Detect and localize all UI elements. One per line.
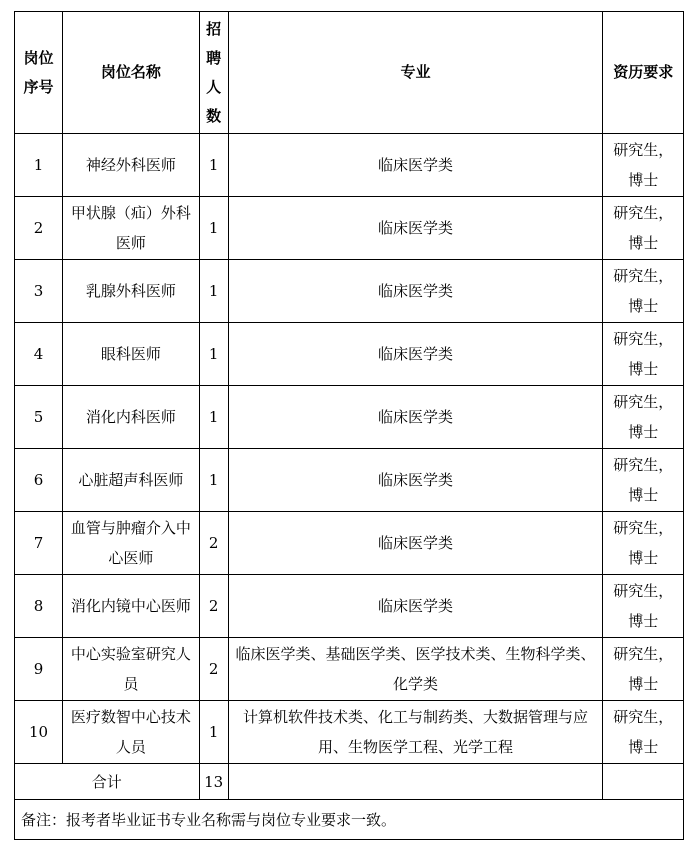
row-education: 研究生，博士: [603, 323, 684, 386]
row-hiring-count: 2: [199, 512, 228, 575]
row-major: 临床医学类: [228, 449, 603, 512]
row-major: 临床医学类: [228, 512, 603, 575]
row-position-name: 心脏超声科医师: [63, 449, 199, 512]
row-hiring-count: 1: [199, 323, 228, 386]
table-row: [15, 512, 684, 575]
table-row: [15, 701, 684, 764]
row-hiring-count: 1: [199, 701, 228, 764]
table-header-row: [15, 12, 684, 134]
row-education: 研究生，博士: [603, 512, 684, 575]
row-no: 10: [15, 701, 63, 764]
row-no: 2: [15, 197, 63, 260]
row-major: 计算机软件技术类、化工与制药类、大数据管理与应用、生物医学工程、光学工程: [228, 701, 603, 764]
row-position-name: 神经外科医师: [63, 134, 199, 197]
row-position-name: 消化内科医师: [63, 386, 199, 449]
header-position-name: 岗位名称: [63, 12, 199, 134]
total-label: 合计: [15, 764, 200, 800]
row-education: 研究生，博士: [603, 386, 684, 449]
row-major: 临床医学类: [228, 260, 603, 323]
row-position-name: 消化内镜中心医师: [63, 575, 199, 638]
row-major: 临床医学类、基础医学类、医学技术类、生物科学类、化学类: [228, 638, 603, 701]
row-no: 7: [15, 512, 63, 575]
row-major: 临床医学类: [228, 323, 603, 386]
row-position-name: 医疗数智中心技术人员: [63, 701, 199, 764]
table-row: [15, 260, 684, 323]
row-no: 1: [15, 134, 63, 197]
row-hiring-count: 2: [199, 575, 228, 638]
row-position-name: 血管与肿瘤介入中心医师: [63, 512, 199, 575]
row-hiring-count: 1: [199, 449, 228, 512]
row-hiring-count: 1: [199, 260, 228, 323]
table-note-row: [15, 800, 684, 840]
row-no: 6: [15, 449, 63, 512]
row-no: 9: [15, 638, 63, 701]
table-row: [15, 638, 684, 701]
table-row: [15, 386, 684, 449]
row-position-name: 乳腺外科医师: [63, 260, 199, 323]
table-row: [15, 575, 684, 638]
header-major: 专业: [228, 12, 603, 134]
row-education: 研究生，博士: [603, 134, 684, 197]
table-row: [15, 449, 684, 512]
table-body: [15, 134, 684, 764]
row-major: 临床医学类: [228, 197, 603, 260]
row-education: 研究生，博士: [603, 575, 684, 638]
total-education-empty: [603, 764, 684, 800]
row-education: 研究生，博士: [603, 197, 684, 260]
row-education: 研究生，博士: [603, 638, 684, 701]
total-major-empty: [228, 764, 603, 800]
row-no: 3: [15, 260, 63, 323]
row-major: 临床医学类: [228, 386, 603, 449]
table-total-row: [15, 764, 684, 800]
table-row: [15, 134, 684, 197]
recruitment-table: [14, 11, 684, 840]
header-education: 资历要求: [603, 12, 684, 134]
row-education: 研究生，博士: [603, 449, 684, 512]
row-education: 研究生，博士: [603, 260, 684, 323]
note-text: 备注：报考者毕业证书专业名称需与岗位专业要求一致。: [15, 800, 684, 840]
row-hiring-count: 1: [199, 197, 228, 260]
row-hiring-count: 2: [199, 638, 228, 701]
row-position-name: 眼科医师: [63, 323, 199, 386]
row-position-name: 甲状腺（疝）外科医师: [63, 197, 199, 260]
row-hiring-count: 1: [199, 134, 228, 197]
table-row: [15, 323, 684, 386]
header-hiring-count: 招聘人数: [199, 12, 228, 134]
row-no: 8: [15, 575, 63, 638]
header-position-no: 岗位序号: [15, 12, 63, 134]
row-major: 临床医学类: [228, 134, 603, 197]
row-no: 4: [15, 323, 63, 386]
total-count: 13: [199, 764, 228, 800]
row-no: 5: [15, 386, 63, 449]
table-row: [15, 197, 684, 260]
row-education: 研究生，博士: [603, 701, 684, 764]
row-hiring-count: 1: [199, 386, 228, 449]
row-major: 临床医学类: [228, 575, 603, 638]
row-position-name: 中心实验室研究人员: [63, 638, 199, 701]
